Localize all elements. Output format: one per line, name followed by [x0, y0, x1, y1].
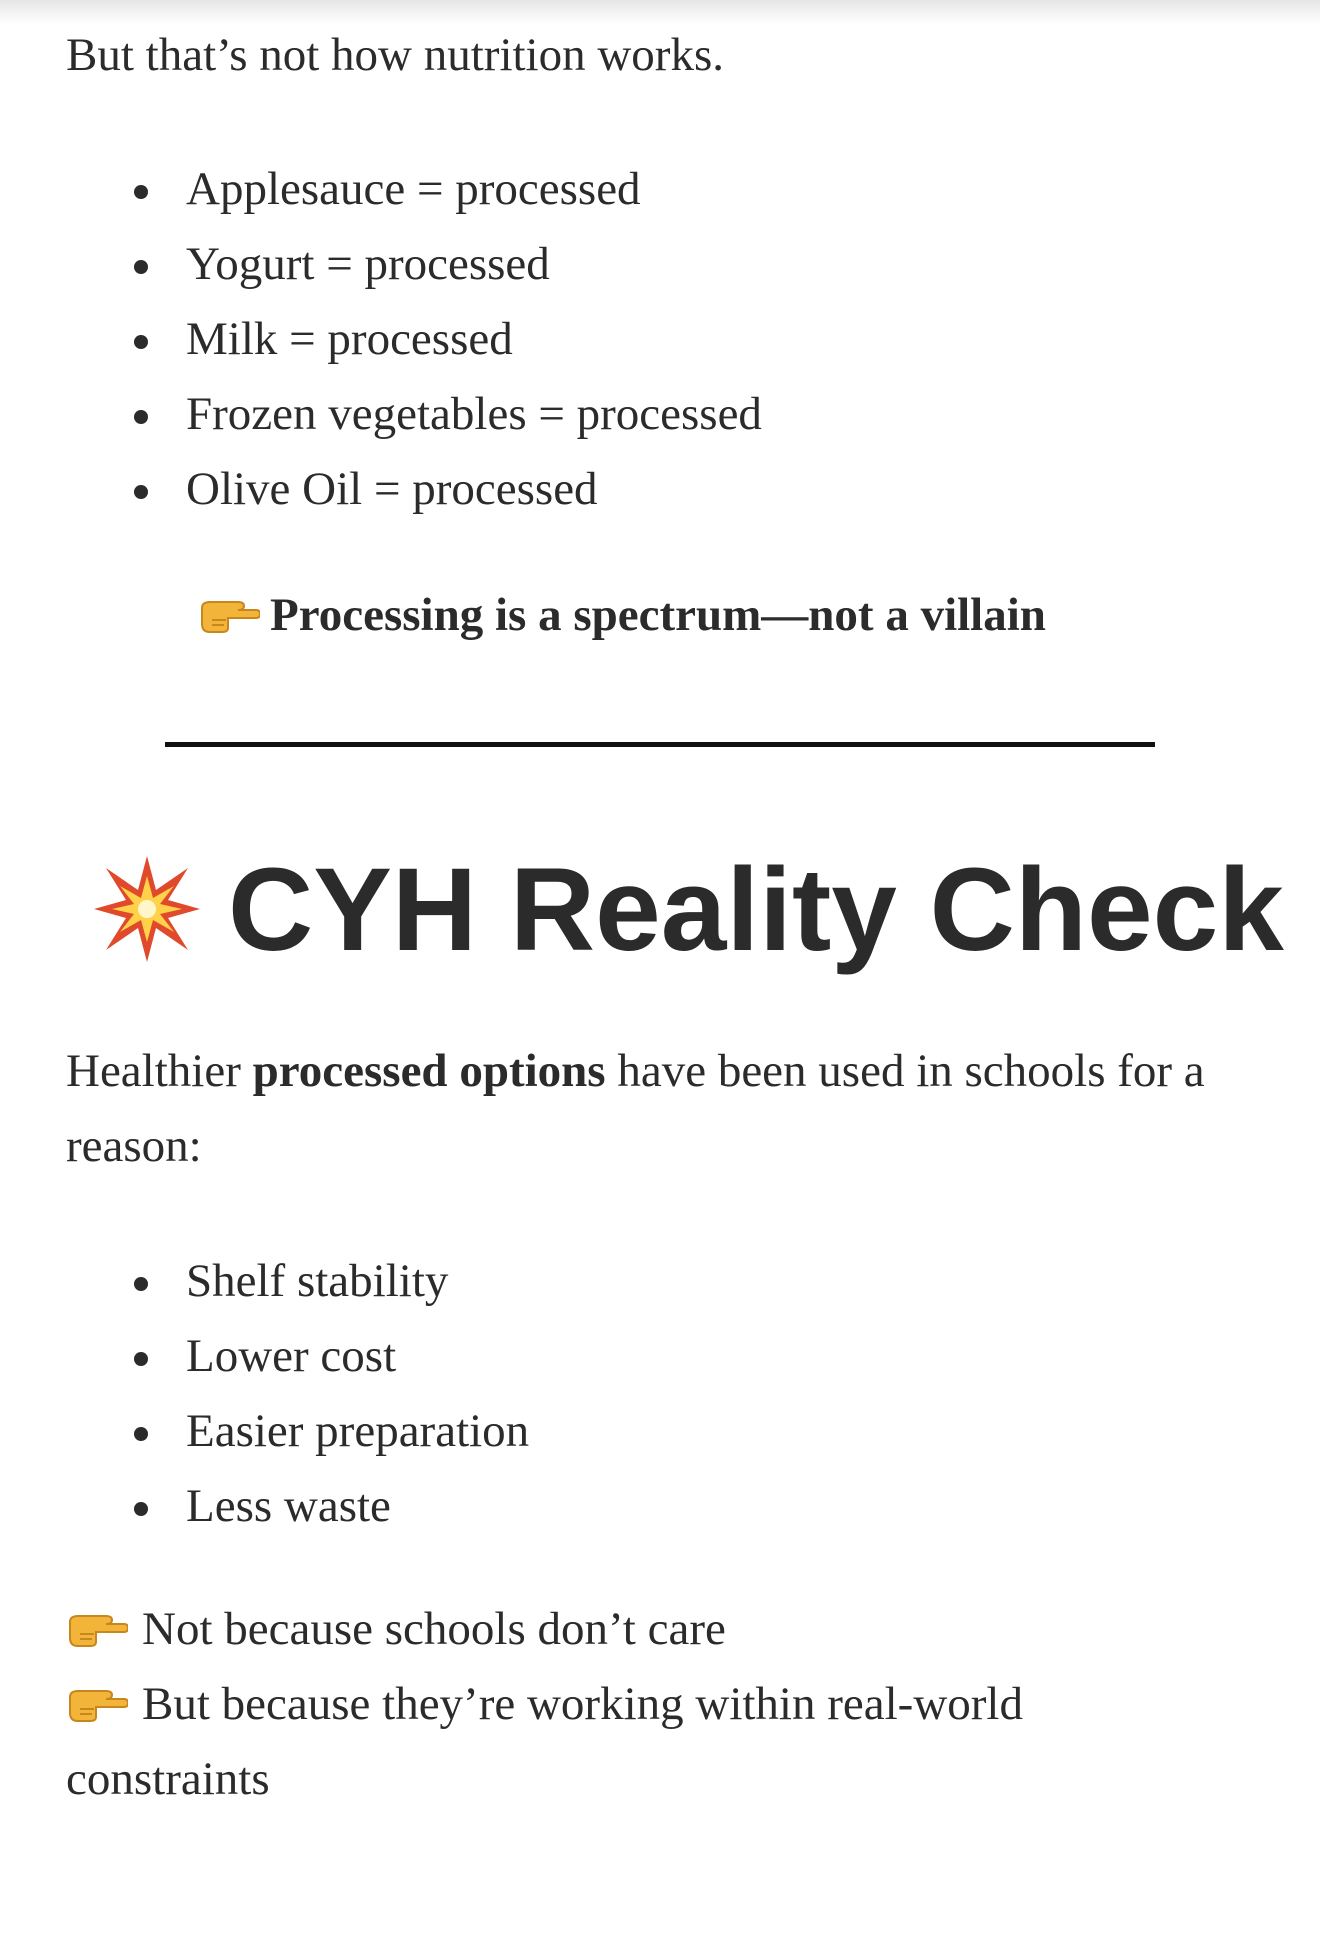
- bullet-icon: [134, 410, 148, 424]
- bullet-icon: [134, 1427, 148, 1441]
- list-item: Frozen vegetables = processed: [134, 377, 762, 452]
- list-item: Less waste: [134, 1469, 529, 1544]
- pointing-right-hand-icon: [198, 594, 260, 634]
- note-line: Not because schools don’t care: [66, 1592, 726, 1667]
- list-item: Shelf stability: [134, 1244, 529, 1319]
- note-line: But because they’re working within real-world: [66, 1667, 1023, 1742]
- bullet-icon: [134, 185, 148, 199]
- bullet-icon: [134, 1277, 148, 1291]
- section-title: CYH Reality Check: [228, 844, 1284, 976]
- list-item: Milk = processed: [134, 302, 762, 377]
- bullet-icon: [134, 1502, 148, 1516]
- reason-paragraph: Healthier processed options have been used in schools for a reason:: [66, 1045, 1205, 1172]
- list-item: Lower cost: [134, 1319, 529, 1394]
- note-line-continuation: constraints: [66, 1753, 270, 1805]
- list-item: Olive Oil = processed: [134, 452, 762, 527]
- collision-icon: [92, 854, 202, 964]
- bold-phrase: processed options: [252, 1045, 606, 1097]
- bullet-icon: [134, 485, 148, 499]
- list-item: Easier preparation: [134, 1394, 529, 1469]
- pointing-right-hand-icon: [66, 1608, 128, 1648]
- processed-foods-list: [134, 152, 762, 527]
- bullet-icon: [134, 260, 148, 274]
- bullet-icon: [134, 1352, 148, 1366]
- section-divider: [165, 742, 1155, 747]
- pointing-right-hand-icon: [66, 1683, 128, 1723]
- intro-text: But that’s not how nutrition works.: [66, 29, 724, 81]
- spectrum-callout: [198, 578, 1046, 653]
- callout-text: Processing is a spectrum—not a villain: [270, 589, 1046, 641]
- list-item: Yogurt = processed: [134, 227, 762, 302]
- bullet-icon: [134, 335, 148, 349]
- list-item: Applesauce = processed: [134, 152, 762, 227]
- section-heading: [92, 840, 1284, 980]
- reasons-list: [134, 1244, 529, 1544]
